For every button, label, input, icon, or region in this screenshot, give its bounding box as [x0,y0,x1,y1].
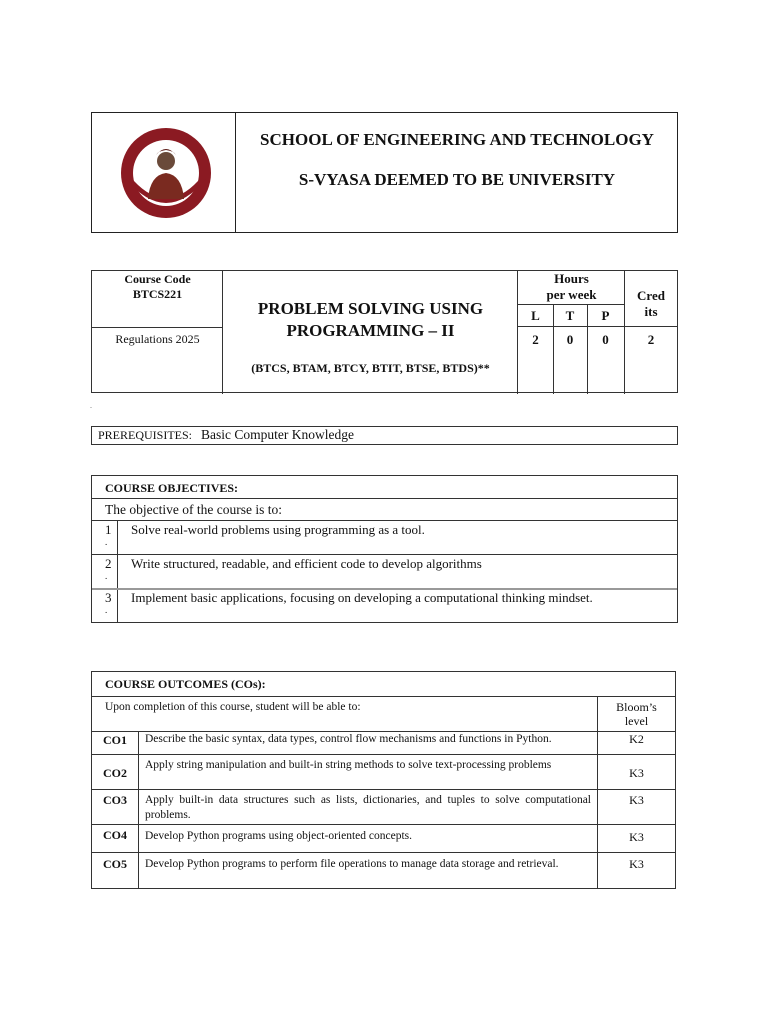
co4-label: CO4 [103,828,127,842]
objective-number-2: 2 [105,556,112,571]
practical-hours: 0 [602,332,609,347]
co3-label: CO3 [103,793,127,807]
blooms-label: Bloom’s [616,700,657,714]
co2-level: K3 [629,766,644,780]
institution-header [91,112,678,233]
course-title-line1: PROBLEM SOLVING USING [257,299,484,318]
objective-number-3: 3 [105,590,112,605]
per-week-label: per week [546,287,597,302]
programs: (BTCS, BTAM, BTCY, BTIT, BTSE, BTDS)** [251,361,490,375]
logo-cell [92,113,236,232]
outcomes-table [91,671,676,889]
tutorial-label: T [565,308,575,323]
co5-text: Develop Python programs to perform file operations to manage data storage and retrieval. [145,858,559,870]
course-title-line2: PROGRAMMING – II [286,321,455,340]
credits-value: 2 [647,332,655,347]
objectives-heading: COURSE OBJECTIVES: [105,481,239,495]
objective-text-3: Implement basic applications, focusing on developing a computational thinking mindset. [131,590,593,605]
co1-level: K2 [629,732,644,746]
co4-level: K3 [629,830,644,844]
university-name: S-VYASA DEEMED TO BE UNIVERSITY [298,170,616,189]
credits-column [625,271,677,394]
co3-text: Apply built-in data structures such as lists, dictionaries, and tuples to solve computational problems. [145,794,591,821]
regulations: Regulations 2025 [115,332,200,346]
prerequisites-label: PREREQUISITES: [98,428,193,442]
hours-label: Hours [554,271,589,286]
course-code: BTCS221 [132,287,183,301]
university-logo [118,123,214,227]
course-code-label: Course Code [124,272,191,286]
title-column [223,271,518,394]
objective-number-1: 1 [105,522,112,537]
prerequisites-box [91,426,678,445]
credits-label-1: Cred [637,288,665,303]
objective-text-2: Write structured, readable, and efficient code to develop algorithms [131,556,482,571]
school-name: SCHOOL OF ENGINEERING AND TECHNOLOGY [260,130,654,149]
objectives-intro: The objective of the course is to: [105,502,282,517]
outcomes-intro: Upon completion of this course, student will be able to: [105,701,361,713]
course-info-table [91,270,678,393]
lecture-hours: 2 [532,332,539,347]
outcomes-heading: COURSE OUTCOMES (COs): [105,677,266,691]
co4-text: Develop Python programs using object-oriented concepts. [145,830,412,842]
co1-label: CO1 [103,733,127,747]
objective-text-1: Solve real-world problems using programming as a tool. [131,522,425,537]
credits-label-2: its [644,304,658,319]
co1-text: Describe the basic syntax, data types, control flow mechanisms and functions in Python. [145,733,552,745]
co3-level: K3 [629,793,644,807]
stray-dot: . [90,401,92,410]
code-column [92,271,223,394]
practical-label: P [601,308,610,323]
co2-label: CO2 [103,766,127,780]
co5-label: CO5 [103,857,127,871]
tutorial-hours: 0 [566,332,574,347]
lecture-label: L [531,308,540,323]
objectives-table: COURSE OBJECTIVES: The objective of the course is to: 1 . Solve real-world problems using programming as a tool. 2 . Write structured, readable, and efficient code to develop algorithms 3 . Implement basic applications, focusing on developing a computational thinking mindset. [91,475,678,623]
prerequisites-value: Basic Computer Knowledge [201,427,354,442]
co2-text: Apply string manipulation and built-in string methods to solve text-processing problems [145,759,552,771]
hours-column [518,271,625,394]
level-label: level [624,714,649,728]
co5-level: K3 [629,857,644,871]
